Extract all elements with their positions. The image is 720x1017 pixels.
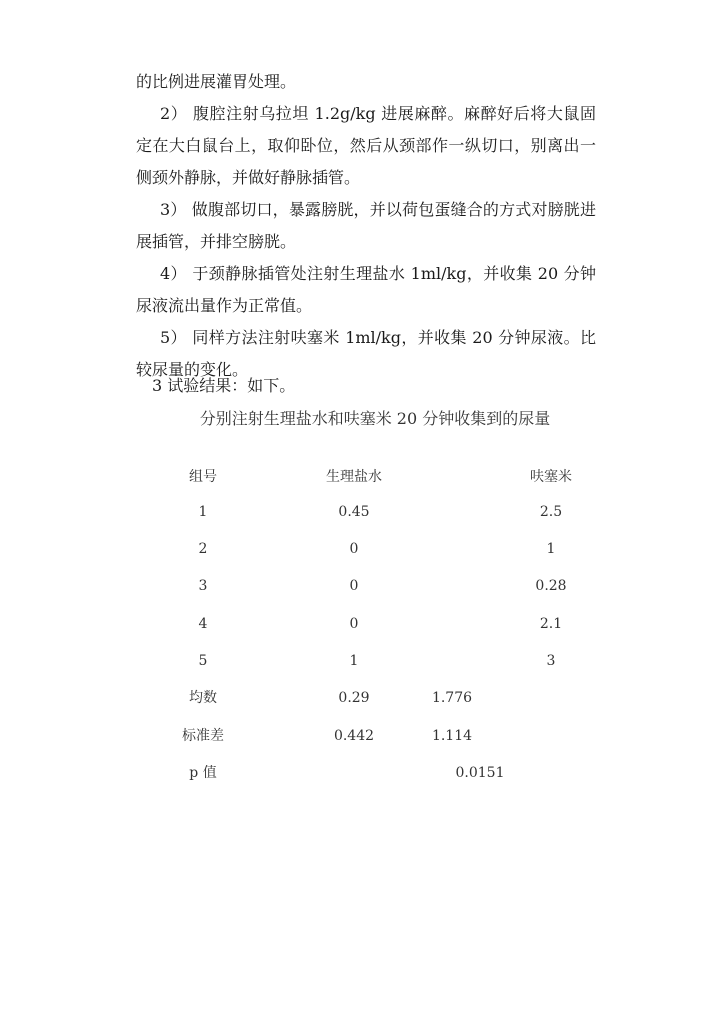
table-title: 分别注射生理盐水和呋塞米 20 分钟收集到的尿量 [199, 409, 551, 428]
row-5-furosemide: 3 [546, 653, 556, 669]
mean-furosemide: 1.776 [431, 690, 473, 706]
row-1-group: 1 [198, 504, 208, 520]
mean-saline: 0.29 [338, 690, 370, 706]
std-furosemide: 1.114 [431, 728, 473, 744]
section-heading: 3 试验结果：如下。 [152, 376, 296, 395]
row-3-furosemide: 0.28 [535, 578, 567, 594]
row-1-furosemide: 2.5 [539, 504, 563, 520]
mean-label: 均数 [189, 690, 217, 706]
header-saline: 生理盐水 [326, 469, 382, 485]
paragraph-step-3: 3） 做腹部切口，暴露膀胱，并以荷包蛋缝合的方式对膀胱进展插管，并排空膀胱。 [136, 200, 596, 251]
header-group: 组号 [189, 469, 217, 485]
std-saline: 0.442 [333, 728, 375, 744]
paragraph-step-5: 5） 同样方法注射呋塞米 1ml/kg，并收集 20 分钟尿液。比较尿量的变化。 [136, 328, 596, 379]
row-4-group: 4 [198, 616, 208, 632]
row-4-saline: 0 [349, 616, 359, 632]
row-3-saline: 0 [349, 578, 359, 594]
row-2-furosemide: 1 [546, 541, 556, 557]
row-5-group: 5 [198, 653, 208, 669]
paragraph-continuation: 的比例进展灌胃处理。 [136, 72, 297, 91]
row-2-group: 2 [198, 541, 208, 557]
row-2-saline: 0 [349, 541, 359, 557]
std-label: 标准差 [182, 728, 224, 744]
header-furosemide: 呋塞米 [530, 469, 572, 485]
row-4-furosemide: 2.1 [539, 616, 563, 632]
row-3-group: 3 [198, 578, 208, 594]
p-value: 0.0151 [455, 765, 505, 781]
p-value-label: p 值 [189, 765, 217, 781]
paragraph-step-2: 2） 腹腔注射乌拉坦 1.2g/kg 进展麻醉。麻醉好后将大鼠固定在大白鼠台上，取仰卧位，然后从颈部作一纵切口，别离出一侧颈外静脉，并做好静脉插管。 [136, 104, 596, 187]
paragraph-step-4: 4） 于颈静脉插管处注射生理盐水 1ml/kg，并收集 20 分钟尿液流出量作为正常值。 [136, 264, 596, 315]
row-5-saline: 1 [349, 653, 359, 669]
row-1-saline: 0.45 [338, 504, 370, 520]
